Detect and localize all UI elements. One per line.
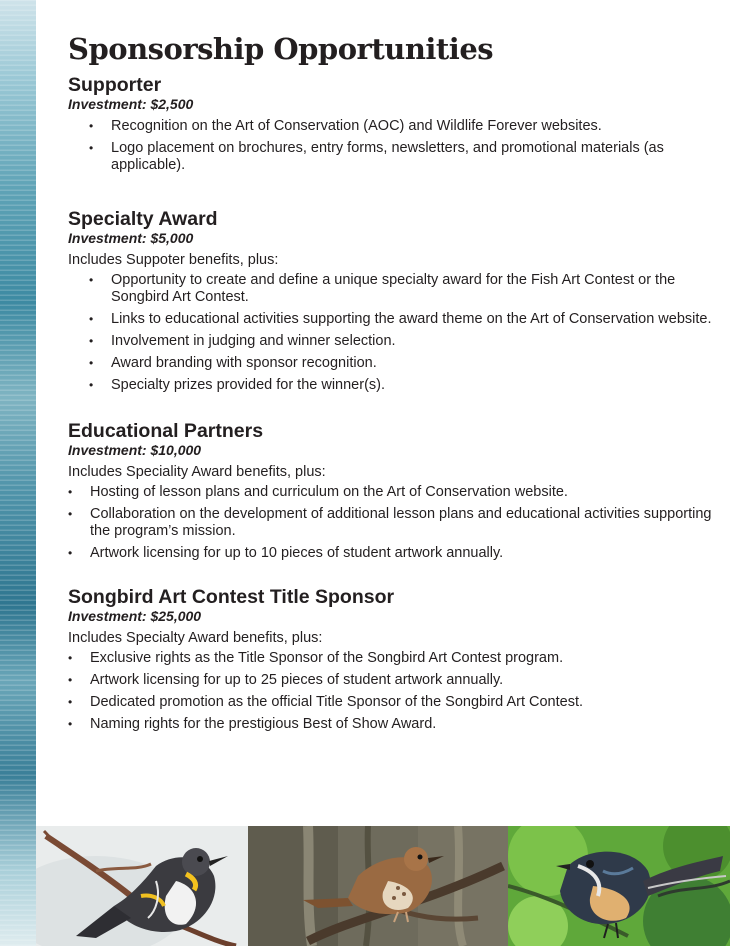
benefit-list (68, 484, 718, 562)
decorative-water-strip (0, 0, 36, 946)
tier-name: Educational Partners (68, 420, 264, 442)
bullet-icon: • (89, 334, 94, 348)
tier-name: Specialty Award (68, 208, 218, 230)
benefit-item: • Award branding with sponsor recognition. (89, 355, 377, 371)
bullet-icon: • (68, 717, 73, 731)
tier-supporter (68, 74, 718, 174)
bullet-icon: • (89, 141, 94, 155)
tier-name: Songbird Art Contest Title Sponsor (68, 586, 395, 608)
benefit-item: • Specialty prizes provided for the winner(s). (89, 377, 386, 393)
benefit-item: • Involvement in judging and winner selection. (89, 333, 396, 349)
bullet-icon: • (89, 119, 94, 133)
fantail-artwork (508, 826, 730, 946)
tier-intro: Includes Suppoter benefits, plus: (68, 252, 279, 268)
bullet-icon: • (89, 378, 94, 392)
benefit-item: • Links to educational activities supporting the award theme on the Art of Conservation website. (89, 311, 712, 327)
tier-educational-partners (68, 420, 718, 562)
tier-intro: Includes Speciality Award benefits, plus: (68, 464, 326, 480)
tier-investment: Investment: $25,000 (68, 608, 202, 624)
tier-investment: Investment: $10,000 (68, 442, 202, 458)
bullet-icon: • (68, 485, 73, 499)
bullet-icon: • (68, 546, 73, 560)
thrush-artwork (248, 826, 508, 946)
main-content (68, 30, 718, 738)
benefit-item: • Collaboration on the development of additional lesson plans and educational activities supporting the program’s mission. (68, 506, 712, 539)
tier-investment: Investment: $2,500 (68, 96, 194, 112)
fantail-illustration (508, 826, 730, 946)
warbler-illustration (36, 826, 248, 946)
page-title: Sponsorship Opportunities (68, 32, 494, 66)
bullet-icon: • (68, 673, 73, 687)
bullet-icon: • (89, 273, 94, 287)
tier-title-sponsor (68, 586, 718, 733)
warbler-artwork (36, 826, 248, 946)
benefit-list (68, 272, 718, 394)
bullet-icon: • (68, 651, 73, 665)
bullet-icon: • (89, 312, 94, 326)
benefit-item: • Naming rights for the prestigious Best of Show Award. (68, 716, 437, 732)
benefit-item: • Hosting of lesson plans and curriculum on the Art of Conservation website. (68, 484, 568, 500)
benefit-list (68, 650, 718, 733)
tier-specialty-award (68, 208, 718, 394)
benefit-item: • Exclusive rights as the Title Sponsor of the Songbird Art Contest program. (68, 650, 564, 666)
thrush-illustration (248, 826, 508, 946)
benefit-list (68, 118, 718, 174)
tier-investment: Investment: $5,000 (68, 230, 194, 246)
bird-artwork-row (36, 826, 730, 946)
tier-intro: Includes Specialty Award benefits, plus: (68, 630, 323, 646)
benefit-item: • Recognition on the Art of Conservation (AOC) and Wildlife Forever websites. (89, 118, 602, 134)
benefit-item: • Opportunity to create and define a unique specialty award for the Fish Art Contest or the Songbird Art Contest. (89, 272, 676, 305)
bullet-icon: • (68, 507, 73, 521)
benefit-item: • Logo placement on brochures, entry forms, newsletters, and promotional materials (as applicable). (89, 140, 664, 173)
benefit-item: • Artwork licensing for up to 10 pieces of student artwork annually. (68, 545, 504, 561)
tier-name: Supporter (68, 74, 162, 96)
bullet-icon: • (89, 356, 94, 370)
benefit-item: • Artwork licensing for up to 25 pieces of student artwork annually. (68, 672, 504, 688)
bullet-icon: • (68, 695, 73, 709)
benefit-item: • Dedicated promotion as the official Title Sponsor of the Songbird Art Contest. (68, 694, 584, 710)
